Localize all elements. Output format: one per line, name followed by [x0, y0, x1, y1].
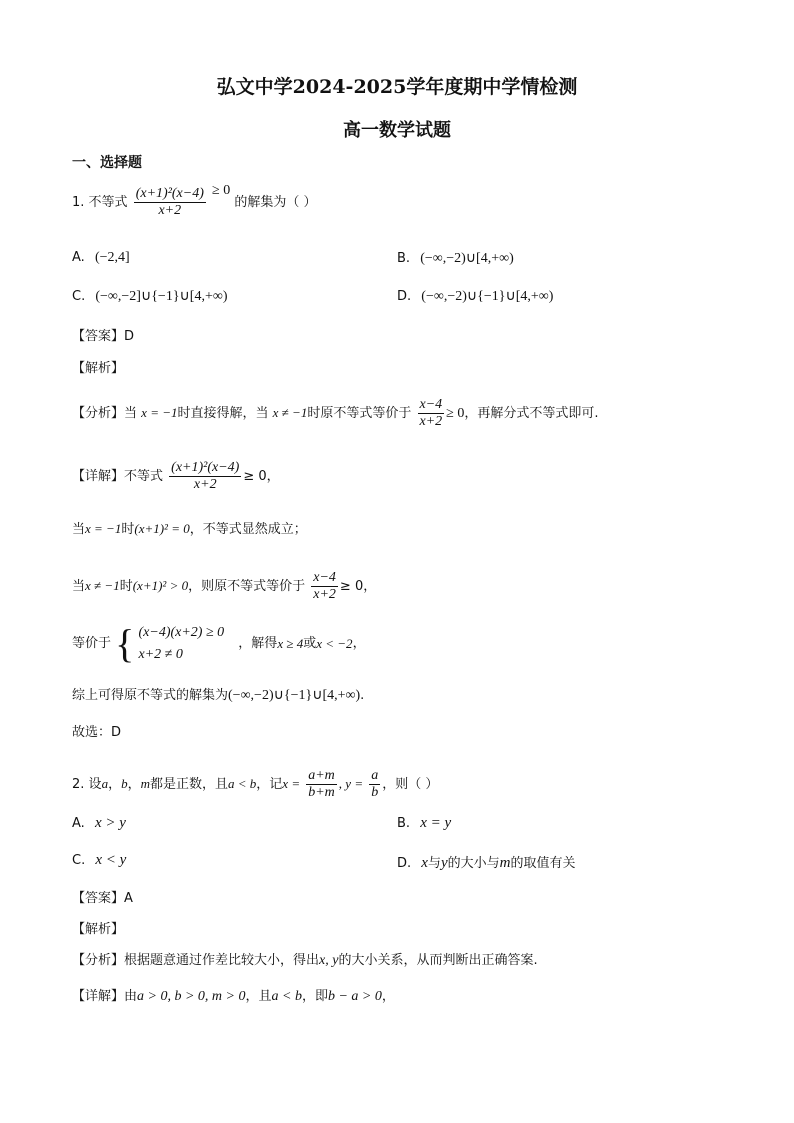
math-var: y	[440, 855, 448, 871]
fraction-denominator: b	[371, 785, 379, 800]
equiv-text: ，	[352, 636, 366, 651]
analysis-text: 当	[124, 406, 138, 421]
analysis-tag: 【解析】	[72, 922, 125, 937]
math-expr: (−∞,−2)∪{−1}∪[4,+∞)	[228, 688, 361, 703]
answer-tag: 【答案】	[72, 891, 125, 906]
analysis-label: 【分析】	[72, 953, 125, 968]
option-label: C.	[72, 289, 86, 304]
fraction	[418, 397, 445, 430]
detail-text: ≥ 0，	[243, 469, 280, 484]
analysis-text: 时原不等式等价于	[307, 406, 412, 421]
detail-text: 不等式	[124, 469, 164, 484]
fraction-denominator: x+2	[193, 477, 217, 492]
case-text: 时	[119, 579, 133, 594]
option-label: D.	[397, 289, 412, 304]
option-b[interactable]	[397, 815, 451, 832]
option-text: 的大小与	[447, 856, 500, 871]
math-expr: x ≠ −1	[272, 405, 308, 420]
answer-value: D	[124, 329, 135, 344]
page-subtitle: 高一数学试题	[343, 120, 451, 141]
option-text: (−2,4]	[94, 250, 130, 265]
answer-line	[72, 328, 134, 346]
option-label: C.	[72, 853, 86, 868]
option-b[interactable]	[397, 250, 514, 267]
equiv-text: 或	[303, 636, 317, 651]
answer-tag: 【答案】	[72, 329, 125, 344]
option-text: (−∞,−2)∪[4,+∞)	[420, 251, 514, 266]
conclusion-line	[72, 687, 364, 705]
fraction-numerator: a+m	[308, 768, 335, 783]
option-label: D.	[397, 856, 412, 871]
fraction-numerator: (x+1)²(x−4)	[171, 460, 240, 475]
case-text: ，则原不等式等价于	[188, 579, 306, 594]
analysis-line	[72, 952, 538, 970]
inequality-system	[139, 622, 225, 666]
fraction-numerator: x−4	[313, 570, 336, 585]
math-expr: b − a > 0	[327, 989, 382, 1004]
conclusion-text: 综上可得原不等式的解集为	[72, 688, 229, 703]
question-text: ，	[127, 777, 141, 792]
analysis-text: 的大小关系，从而判断出正确答案.	[338, 953, 538, 968]
math-expr: a < b	[228, 776, 257, 791]
math-expr: a < b	[271, 989, 302, 1004]
answer-value: A	[124, 891, 133, 906]
case-text: 当	[72, 579, 86, 594]
math-var: m	[499, 855, 511, 871]
option-label: A.	[72, 816, 85, 831]
case-text: ≥ 0，	[339, 579, 377, 594]
conclusion-text: .	[360, 688, 365, 703]
fraction-denominator: x+2	[313, 587, 336, 602]
option-text: (−∞,−2)∪{−1}∪[4,+∞)	[421, 289, 554, 304]
system-row-1: (x−4)(x+2) ≥ 0	[138, 625, 225, 640]
detail-text: ，即	[301, 989, 328, 1004]
analysis-tag: 【解析】	[72, 361, 125, 376]
case-1-line	[72, 520, 307, 539]
math-expr: x, y	[319, 953, 339, 968]
math-expr: (x+1)² > 0	[132, 578, 189, 593]
analysis-text: 根据题意通过作差比较大小，得出	[124, 953, 320, 968]
question-text: ，	[108, 777, 122, 792]
question-text: 不等式	[88, 195, 128, 210]
equiv-text: ，解得	[238, 636, 278, 651]
question-text: ，则（ ）	[382, 777, 439, 792]
fraction	[311, 570, 338, 603]
case-text: 时	[121, 522, 135, 537]
question-text: 设	[88, 777, 102, 792]
case-2-line	[72, 570, 376, 603]
question-text: 都是正数，且	[149, 777, 228, 792]
question-1-stem	[72, 183, 317, 219]
question-text: 的解集为（ ）	[234, 195, 317, 210]
inequality-relation: ≥ 0	[212, 183, 231, 198]
option-label: A.	[72, 250, 85, 265]
detail-text: ，	[381, 989, 395, 1004]
math-expr: x < −2	[316, 636, 353, 651]
fraction-numerator: a	[371, 768, 379, 783]
choose-line: 故选：D	[72, 725, 122, 740]
detail-line	[72, 460, 280, 493]
question-text: ，记	[256, 777, 283, 792]
math-expr: x ≥ 4	[277, 636, 304, 651]
analysis-label: 【分析】	[72, 406, 125, 421]
case-text: 当	[72, 522, 86, 537]
analysis-text: 时直接得解，当	[177, 406, 269, 421]
option-text: (−∞,−2]∪{−1}∪[4,+∞)	[95, 289, 228, 304]
fraction-denominator: x+2	[419, 414, 443, 429]
left-brace: {	[115, 621, 135, 666]
math-expr: x ≠ −1	[85, 578, 120, 593]
math-var: b	[121, 776, 128, 791]
detail-text: ，且	[245, 989, 272, 1004]
option-text: x > y	[94, 815, 126, 831]
math-expr: (x+1)² = 0	[134, 521, 190, 536]
fraction-denominator: x+2	[158, 203, 182, 218]
fraction	[169, 460, 241, 493]
math-var: m	[140, 776, 150, 791]
question-number: 1.	[72, 195, 85, 210]
math-expr: x = −1	[85, 521, 122, 536]
math-var: a	[101, 776, 109, 791]
detail-label: 【详解】	[72, 989, 125, 1004]
answer-line	[72, 890, 133, 908]
question-number: 2.	[72, 777, 85, 792]
detail-line	[72, 988, 395, 1006]
option-a[interactable]	[72, 250, 130, 266]
fraction	[306, 768, 337, 801]
math-var: x	[421, 855, 428, 871]
detail-text: 由	[124, 989, 138, 1004]
page-title: 弘文中学2024-2025学年度期中学情检测	[216, 76, 578, 98]
detail-label: 【详解】	[72, 469, 125, 484]
math-expr: a > 0, b > 0, m > 0	[137, 989, 246, 1004]
option-d[interactable]	[397, 288, 553, 305]
math-expr: x = −1	[141, 405, 178, 420]
fraction	[369, 768, 380, 801]
fraction-denominator: b+m	[308, 785, 335, 800]
question-2-stem	[72, 768, 438, 801]
option-c[interactable]	[72, 852, 126, 869]
inequality-fraction	[134, 186, 206, 219]
option-text: 与	[427, 856, 441, 871]
fraction-numerator: x−4	[419, 397, 443, 412]
math-expr: x =	[282, 776, 301, 791]
math-expr: ≥ 0	[446, 406, 465, 421]
equiv-text: 等价于	[72, 636, 112, 651]
analysis-text: ，再解分式不等式即可.	[464, 406, 599, 421]
equivalence-line	[72, 622, 366, 666]
analysis-line	[72, 397, 599, 430]
option-a[interactable]	[72, 815, 126, 832]
option-text: 的取值有关	[510, 856, 576, 871]
option-text: x < y	[95, 852, 127, 868]
fraction-numerator: (x+1)²(x−4)	[135, 186, 204, 201]
section-heading: 一、选择题	[72, 155, 142, 171]
math-expr: , y =	[338, 776, 364, 791]
system-row-2: x+2 ≠ 0	[138, 647, 183, 662]
option-d[interactable]	[397, 852, 576, 872]
option-c[interactable]	[72, 288, 227, 305]
option-label: B.	[397, 251, 411, 266]
option-text: x = y	[420, 815, 452, 831]
case-text: ，不等式显然成立；	[189, 522, 307, 537]
option-label: B.	[397, 816, 411, 831]
